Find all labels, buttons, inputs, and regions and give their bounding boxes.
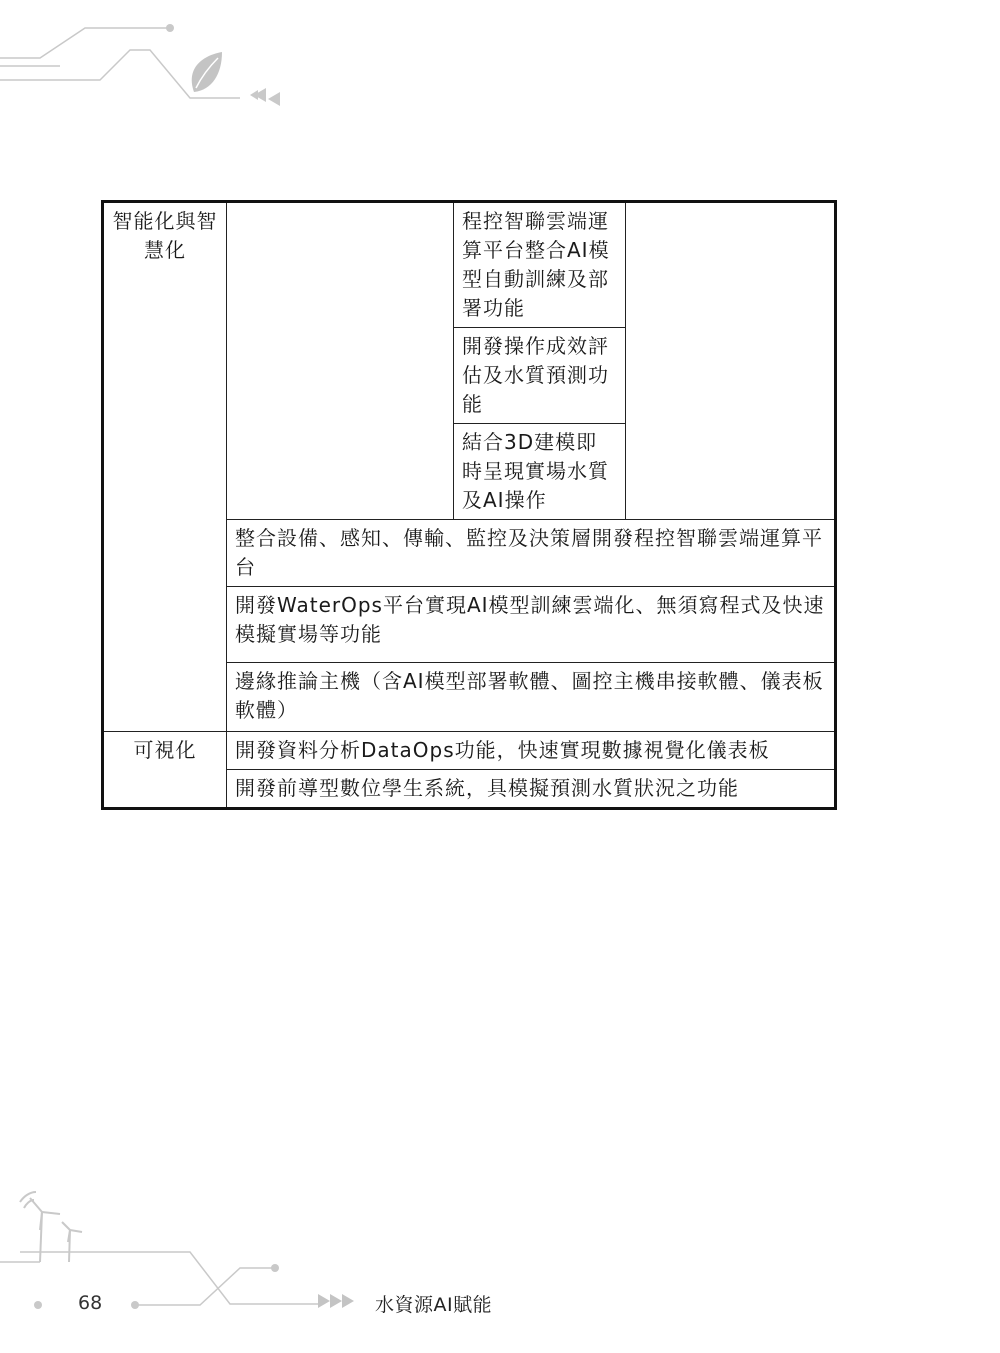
feature-cell-2: 開發操作成效評估及水質預測功能 <box>454 328 626 424</box>
row-digital-twin: 開發前導型數位學生系統，具模擬預測水質狀況之功能 <box>227 770 836 809</box>
header-dot <box>166 24 174 32</box>
page-number: 68 <box>78 1292 103 1314</box>
leaf-icon <box>192 52 222 92</box>
feature-cell-1: 程控智聯雲端運算平台整合AI模型自動訓練及部署功能 <box>454 202 626 328</box>
feature-table <box>101 200 837 810</box>
header-circuit-lines <box>0 28 240 98</box>
row-waterops: 開發WaterOps平台實現AI模型訓練雲端化、無須寫程式及快速模擬實場等功能 <box>227 587 836 663</box>
empty-cell-left <box>227 202 454 520</box>
empty-cell-right <box>626 202 836 520</box>
footer-dot-mid <box>131 1301 139 1309</box>
row-dataops: 開發資料分析DataOps功能，快速實現數據視覺化儀表板 <box>227 732 836 770</box>
footer-dot-right <box>271 1264 279 1272</box>
category-visualization: 可視化 <box>103 732 227 809</box>
wind-turbine-icon <box>20 1192 82 1262</box>
footer-circuit-lines <box>0 1252 320 1305</box>
book-title: 水資源AI賦能 <box>375 1294 493 1316</box>
row-platform: 整合設備、感知、傳輸、監控及決策層開發程控智聯雲端運算平台 <box>227 520 836 587</box>
header-triple-arrow-icon <box>250 88 280 106</box>
feature-cell-3: 結合3D建模即時呈現實場水質及AI操作 <box>454 424 626 520</box>
category-intelligent: 智能化與智慧化 <box>103 202 227 732</box>
footer-dot-left <box>34 1301 42 1309</box>
footer-triple-arrow-icon <box>318 1294 354 1308</box>
row-edge-host: 邊緣推論主機（含AI模型部署軟體、圖控主機串接軟體、儀表板軟體） <box>227 663 836 732</box>
